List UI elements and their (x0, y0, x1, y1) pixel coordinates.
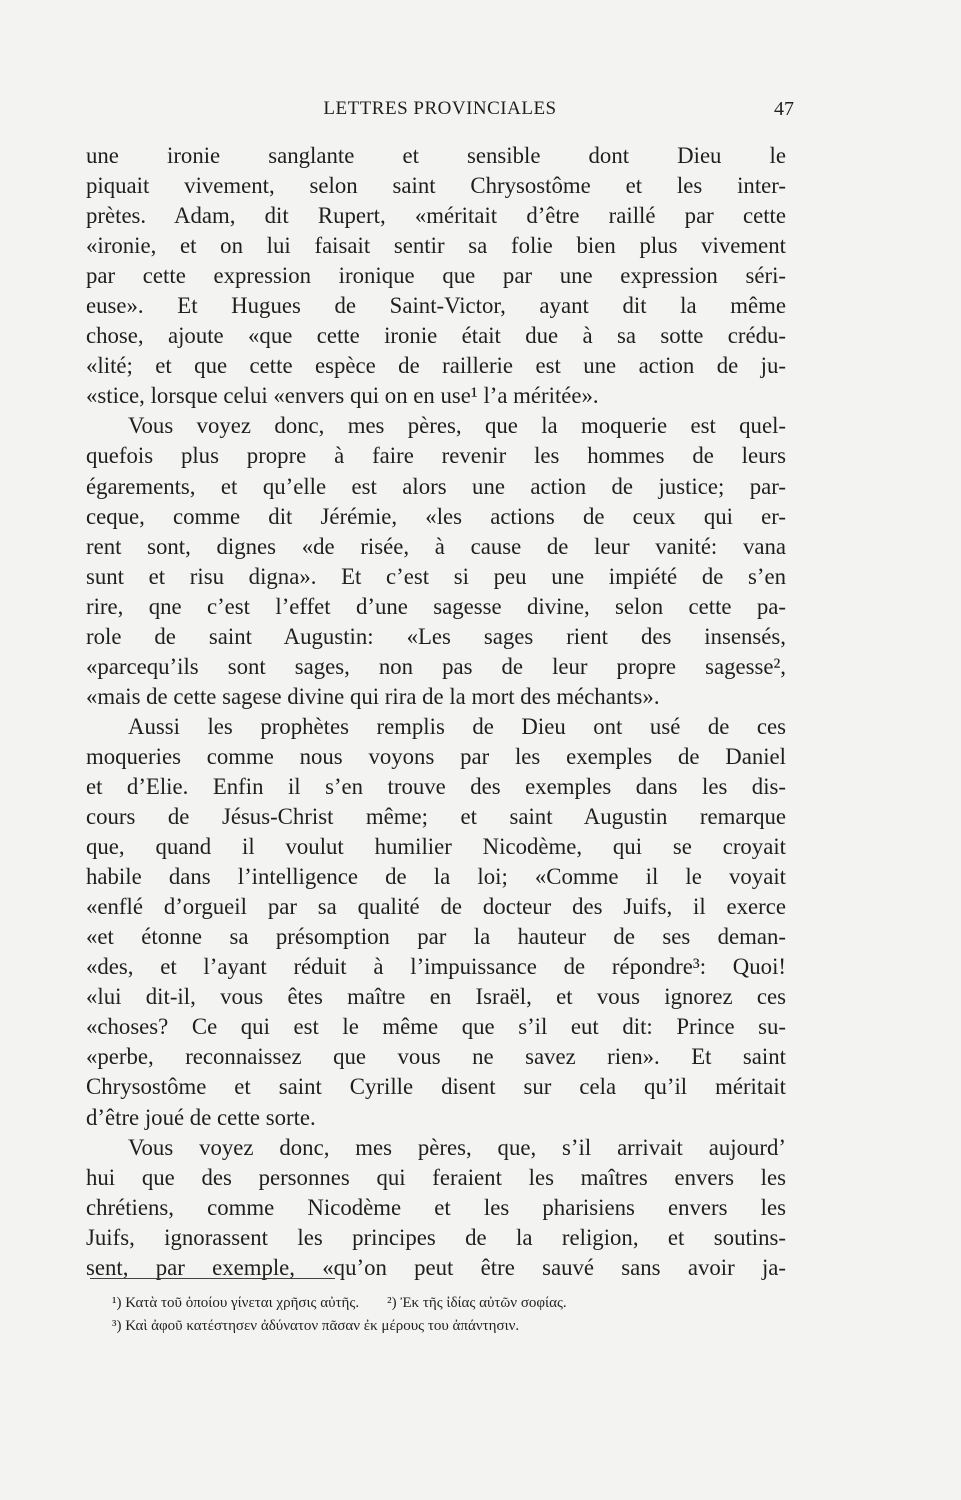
text-line: que, quand il voulut humilier Nicodème, qui se croyait (86, 834, 786, 860)
paragraph-start: Aussi les prophètes remplis de Dieu ont usé de ces (128, 713, 786, 739)
paragraph-start: Vous voyez donc, mes pères, que, s’il arrivait aujourd’ (128, 1134, 786, 1160)
text-line: cours de Jésus-Christ même; et saint Augustin remarque (86, 804, 786, 830)
footnotes (112, 1292, 792, 1338)
text-line: quefois plus propre à faire revenir les hommes de leurs (86, 443, 786, 469)
text-line: prètes. Adam, dit Rupert, «méritait d’être raillé par cette (86, 203, 786, 229)
text-line: «perbe, reconnaissez que vous ne savez rien». Et saint (86, 1044, 786, 1070)
text-line: moqueries comme nous voyons par les exemples de Daniel (86, 743, 786, 769)
text-line: chrétiens, comme Nicodème et les pharisiens envers les (86, 1194, 786, 1220)
text-line: role de saint Augustin: «Les sages rient des insensés, (86, 623, 786, 649)
footnote-line (112, 1292, 792, 1315)
paragraph-start: Vous voyez donc, mes pères, que la moquerie est quel- (128, 413, 786, 439)
footnote-line (112, 1315, 792, 1338)
footnote-divider (90, 1278, 335, 1279)
text-line: Juifs, ignorassent les principes de la religion, et soutins- (86, 1224, 786, 1250)
footnote-2: ²) Ἐκ τῆς ἰδίας αὐτῶν σοφίας. (387, 1295, 567, 1311)
text-line: «parcequ’ils sont sages, non pas de leur propre sagesse², (86, 653, 786, 679)
text-line: hui que des personnes qui feraient les maîtres envers les (86, 1164, 786, 1190)
text-line: sent, par exemple, «qu’on peut être sauvé sans avoir ja- (86, 1254, 786, 1280)
text-line: rent sont, dignes «de risée, à cause de leur vanité: vana (86, 533, 786, 559)
text-line: «lité; et que cette espèce de raillerie est une action de ju- (86, 353, 786, 379)
text-line: «des, et l’ayant réduit à l’impuissance de répondre³: Quoi! (86, 954, 786, 980)
running-title: LETTRES PROVINCIALES (323, 98, 557, 119)
running-head (90, 98, 794, 126)
page-number: 47 (774, 98, 794, 120)
text-line: chose, ajoute «que cette ironie était due à sa sotte crédu- (86, 323, 786, 349)
text-line: piquait vivement, selon saint Chrysostôme et les inter- (86, 173, 786, 199)
text-line: Chrysostôme et saint Cyrille disent sur cela qu’il méritait (86, 1074, 786, 1100)
body-text (86, 141, 786, 1283)
text-line: et d’Elie. Enfin il s’en trouve des exemples dans les dis- (86, 773, 786, 799)
text-line: par cette expression ironique que par une expression séri- (86, 263, 786, 289)
text-line: rire, qne c’est l’effet d’une sagesse divine, selon cette pa- (86, 593, 786, 619)
text-line: d’être joué de cette sorte. (86, 1104, 316, 1130)
text-line: «enflé d’orgueil par sa qualité de docteur des Juifs, il exerce (86, 894, 786, 920)
text-line: «choses? Ce qui est le même que s’il eut dit: Prince su- (86, 1014, 786, 1040)
text-line: une ironie sanglante et sensible dont Dieu le (86, 143, 786, 168)
text-line: ceque, comme dit Jérémie, «les actions de ceux qui er- (86, 503, 786, 529)
footnote-1: ¹) Κατὰ τοῦ ὁποίου γίνεται χρῆσις αὐτῆς. (112, 1295, 360, 1311)
text-line: «et étonne sa présomption par la hauteur de ses deman- (86, 924, 786, 950)
text-line: «stice, lorsque celui «envers qui on en use¹ l’a méritée». (86, 383, 599, 409)
text-line: «mais de cette sagese divine qui rira de la mort des méchants». (86, 683, 660, 709)
footnote-3: ³) Καὶ ἀφοῦ κατέστησεν ἀδύνατον πᾶσαν ἐκ μέρους του ἀπάντησιν. (112, 1318, 520, 1334)
text-line: «lui dit-il, vous êtes maître en Israël, et vous ignorez ces (86, 984, 786, 1010)
text-line: habile dans l’intelligence de la loi; «Comme il le voyait (86, 864, 786, 890)
text-line: «ironie, et on lui faisait sentir sa folie bien plus vivement (86, 233, 786, 259)
text-line: sunt et risu digna». Et c’est si peu une impiété de s’en (86, 563, 786, 589)
text-line: égarements, et qu’elle est alors une action de justice; par- (86, 473, 786, 499)
text-line: euse». Et Hugues de Saint-Victor, ayant dit la même (86, 293, 786, 319)
